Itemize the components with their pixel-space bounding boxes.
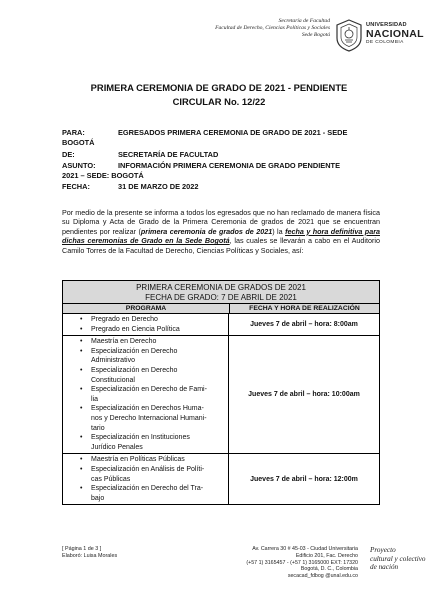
intro-emphasis: primera ceremonia de grados de 2021 bbox=[140, 226, 273, 236]
list-item bbox=[63, 443, 226, 453]
table-heading-line-2: FECHA DE GRADO: 7 DE ABRIL DE 2021 bbox=[145, 292, 297, 302]
list-item bbox=[63, 337, 226, 347]
program-name: Pregrado en Ciencia Política bbox=[91, 325, 180, 333]
asunto-value-2: 2021 – SEDE: BOGOTÁ bbox=[62, 171, 144, 180]
prepared-by: Elaboró: Luisa Morales bbox=[62, 552, 118, 559]
asunto-value: INFORMACIÓN PRIMERA CEREMONIA DE GRADO PENDIENTE bbox=[118, 161, 340, 170]
bullet-icon: • bbox=[80, 386, 83, 394]
list-item bbox=[63, 315, 226, 325]
fecha-value: 31 DE MARZO DE 2022 bbox=[118, 182, 199, 191]
bullet-icon: • bbox=[80, 434, 83, 442]
program-name: Jurídico Penales bbox=[91, 443, 143, 451]
intro-text-2: ) la bbox=[272, 226, 286, 236]
list-item bbox=[63, 494, 226, 504]
bullet-icon: • bbox=[80, 485, 83, 493]
meta-de bbox=[62, 150, 218, 160]
bullet-icon: • bbox=[80, 325, 83, 333]
asunto-label: ASUNTO: bbox=[62, 161, 96, 170]
list-item bbox=[63, 424, 226, 434]
address-line: (+57 1) 3165457 - (+57 1) 3165000 EXT: 17320 bbox=[246, 559, 358, 566]
motto-line: cultural y colectivo bbox=[370, 554, 426, 563]
column-header-programa: PROGRAMA bbox=[63, 304, 230, 313]
table-heading bbox=[63, 281, 379, 304]
schedule-cell: Jueves 7 de abril – hora: 10:00am bbox=[248, 391, 360, 399]
address-line: Av. Carrera 30 # 45-03 - Ciudad Universitaria bbox=[252, 546, 358, 552]
program-name: Constitucional bbox=[91, 376, 135, 384]
bullet-icon: • bbox=[80, 316, 83, 323]
faculty-line: Sede Bogotá bbox=[301, 32, 330, 38]
intro-underlined: fecha y hora definitiva para dichas ceremonias de Grado en la Sede Bogotá bbox=[62, 226, 380, 246]
list-item bbox=[63, 475, 226, 485]
program-name: Especialización en Derecho bbox=[91, 347, 178, 355]
program-name: Especialización en Derecho de Fami- bbox=[91, 386, 207, 394]
list-item bbox=[63, 366, 226, 376]
list-item bbox=[63, 484, 226, 494]
program-cell bbox=[63, 336, 229, 453]
schedule-table bbox=[62, 280, 380, 505]
intro-paragraph bbox=[62, 208, 380, 255]
program-name: bajo bbox=[91, 494, 105, 502]
column-header-fecha: FECHA Y HORA DE REALIZACIÓN bbox=[249, 305, 360, 312]
program-name: Especialización en Análisis de Políti- bbox=[91, 465, 205, 473]
para-value-2: BOGOTÁ bbox=[62, 138, 95, 147]
table-row bbox=[63, 314, 379, 336]
program-cell bbox=[63, 454, 229, 504]
meta-asunto bbox=[62, 161, 340, 171]
faculty-header bbox=[130, 18, 330, 39]
table-row bbox=[63, 454, 379, 504]
program-name: Maestría en Políticas Públicas bbox=[91, 456, 185, 464]
list-item bbox=[63, 404, 226, 414]
list-item bbox=[63, 347, 226, 357]
list-item bbox=[63, 395, 226, 405]
page-number: [ Página 1 de 3 ] bbox=[62, 546, 102, 552]
footer-left bbox=[62, 546, 117, 560]
bullet-icon: • bbox=[80, 405, 83, 413]
bullet-icon: • bbox=[80, 347, 83, 355]
email-text: secacad_fdbog @unal.edu.co bbox=[287, 573, 358, 580]
list-item bbox=[63, 376, 226, 386]
fecha-label: FECHA: bbox=[62, 182, 90, 191]
para-value: EGRESADOS PRIMERA CEREMONIA DE GRADO DE 2021 - SEDE bbox=[118, 128, 348, 137]
list-item bbox=[63, 325, 226, 335]
footer-address bbox=[240, 546, 358, 580]
de-label: DE: bbox=[62, 150, 75, 159]
document-title: PRIMERA CEREMONIA DE GRADO DE 2021 - PENDIENTE bbox=[90, 82, 348, 93]
list-item bbox=[63, 385, 226, 395]
circular-number: CIRCULAR No. 12/22 bbox=[172, 96, 266, 107]
program-name: lia bbox=[91, 395, 99, 403]
schedule-cell: Jueves 7 de abril – hora: 12:00m bbox=[250, 475, 358, 483]
program-name: Pregrado en Derecho bbox=[91, 316, 158, 323]
meta-asunto-cont bbox=[62, 171, 144, 181]
schedule-cell: Jueves 7 de abril – hora: 8:00am bbox=[250, 321, 358, 329]
university-seal-icon bbox=[334, 18, 364, 52]
intro-text-1: Por medio de la presente se informa a todos los egresados que no han reclamado de manera física su Diploma y Acta de Grado de la Primera Ceremonia de grados de 2021 que se encuentran pendientes por realizar ( bbox=[62, 208, 380, 236]
program-cell bbox=[63, 314, 229, 335]
table-row bbox=[63, 336, 379, 454]
list-item bbox=[63, 455, 226, 465]
program-name: Especialización en Instituciones bbox=[91, 434, 190, 442]
footer-motto bbox=[370, 546, 425, 572]
table-heading-line-1: PRIMERA CEREMONIA DE GRADOS DE 2021 bbox=[136, 283, 306, 292]
bullet-icon: • bbox=[80, 456, 83, 464]
intro-text-3: , las cuales se llevarán a cabo en el Auditorio Camilo Torres de la Facultad de Derecho, Ciencias Políticas y Sociales, así: bbox=[62, 236, 380, 255]
de-value: SECRETARÍA DE FACULTAD bbox=[118, 150, 219, 159]
table-column-headers bbox=[63, 304, 379, 314]
bullet-icon: • bbox=[80, 338, 83, 346]
address-line: Edificio 201, Fac. Derecho bbox=[295, 552, 358, 559]
list-item bbox=[63, 356, 226, 366]
university-line-2: NACIONAL bbox=[366, 28, 424, 40]
faculty-line: Secretaría de Facultad bbox=[278, 18, 330, 24]
faculty-line: Facultad de Derecho, Ciencias Políticas y Sociales bbox=[215, 25, 330, 31]
para-label: PARA: bbox=[62, 128, 85, 137]
address-line: Bogotá, D. C., Colombia bbox=[300, 566, 358, 573]
list-item bbox=[63, 433, 226, 443]
program-name: tario bbox=[91, 424, 105, 432]
program-name: cas Públicas bbox=[91, 475, 131, 483]
program-name: Especialización en Derecho del Tra- bbox=[91, 485, 204, 493]
list-item bbox=[63, 414, 226, 424]
program-name: Administrativo bbox=[91, 357, 135, 365]
program-name: Especialización en Derechos Huma- bbox=[91, 405, 204, 413]
program-name: nos y Derecho Internacional Humani- bbox=[91, 414, 207, 422]
motto-line: Proyecto bbox=[370, 546, 396, 554]
university-line-1: UNIVERSIDAD bbox=[366, 22, 407, 28]
bullet-icon: • bbox=[80, 465, 83, 473]
program-name: Maestría en Derecho bbox=[91, 338, 157, 346]
program-name: Especialización en Derecho bbox=[91, 366, 178, 374]
bullet-icon: • bbox=[80, 366, 83, 374]
university-line-3: DE COLOMBIA bbox=[366, 40, 404, 45]
list-item bbox=[63, 465, 226, 475]
meta-para bbox=[62, 128, 347, 138]
meta-fecha bbox=[62, 182, 199, 192]
motto-line: de nación bbox=[370, 563, 399, 572]
meta-para-cont bbox=[62, 138, 94, 148]
university-wordmark bbox=[366, 22, 424, 46]
